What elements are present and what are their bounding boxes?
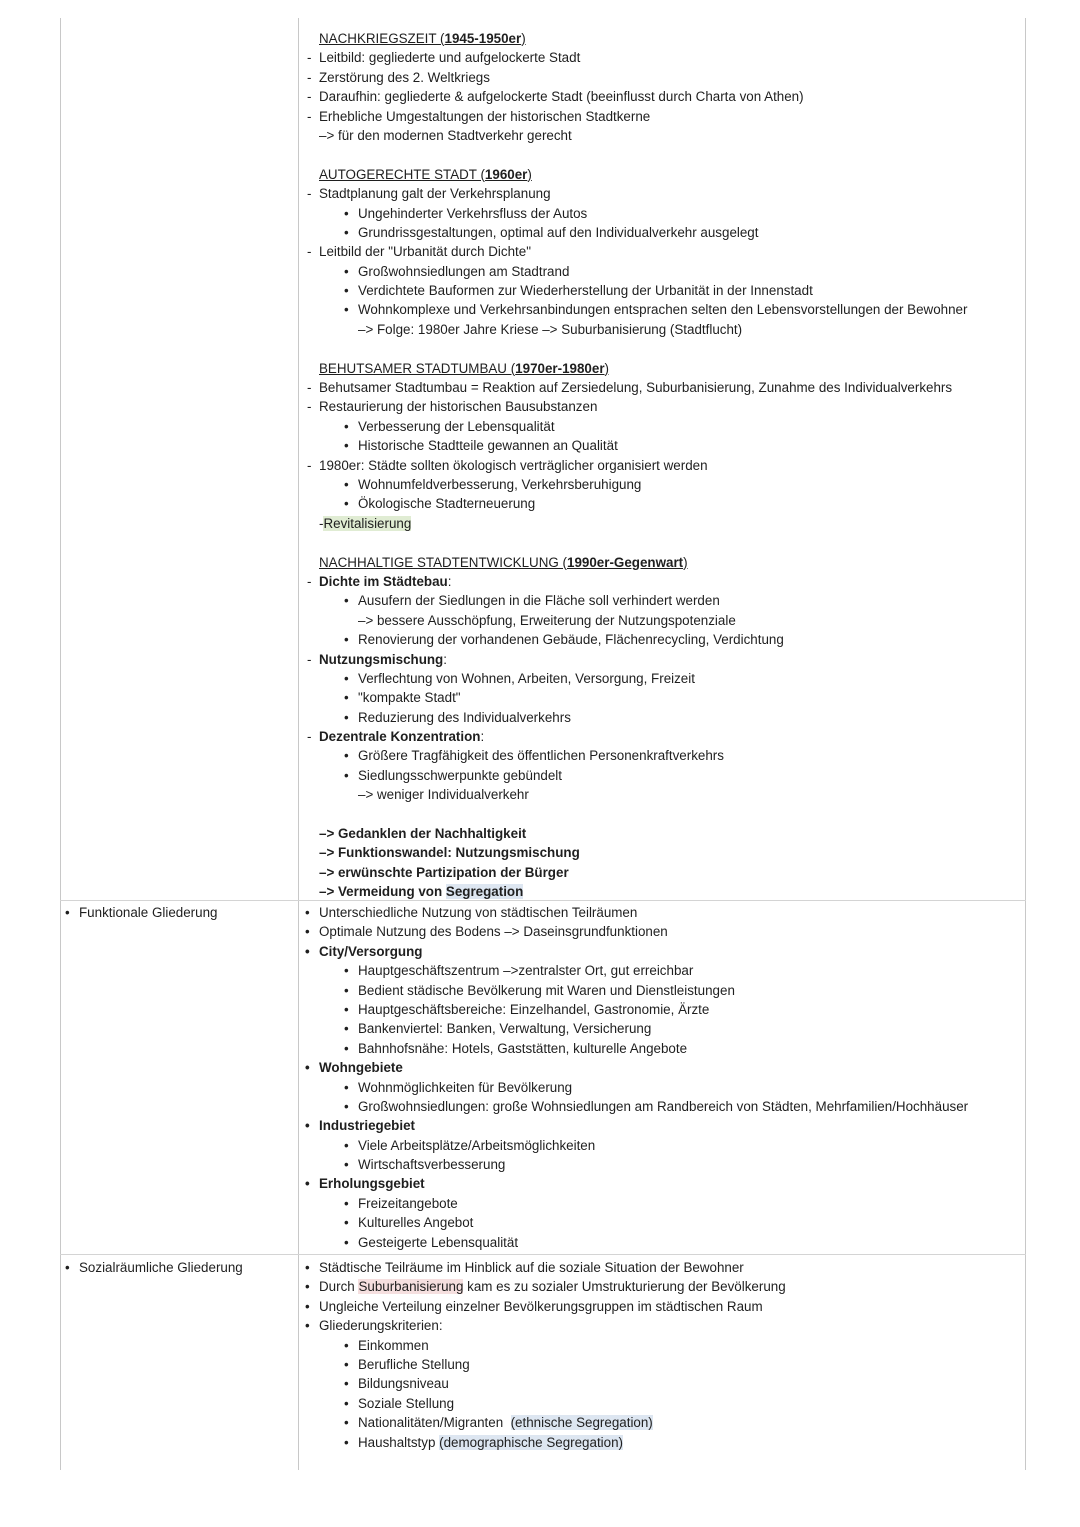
list-heading: • Industriegebiet bbox=[303, 1116, 1023, 1135]
list-item: • Nationalitäten/Migranten (ethnische Segregation) bbox=[303, 1413, 1023, 1432]
list-item: • Verdichtete Bauformen zur Wiederherstellung der Urbanität in der Innenstadt bbox=[303, 281, 1023, 300]
list-item: • Gliederungskriterien: bbox=[303, 1316, 1023, 1335]
highlight-demographische-segregation: (demographische Segregation) bbox=[439, 1434, 624, 1450]
section-title-behutsamer-stadtumbau: BEHUTSAMER STADTUMBAU (1970er-1980er) bbox=[319, 360, 609, 376]
list-item: • Ausufern der Siedlungen in die Fläche soll verhindert werden bbox=[303, 591, 1023, 610]
list-item: • Optimale Nutzung des Bodens –> Daseinsgrundfunktionen bbox=[303, 922, 1023, 941]
list-item: - Restaurierung der historischen Bausubstanzen bbox=[303, 397, 1023, 416]
list-item: - Zerstörung des 2. Weltkriegs bbox=[303, 68, 1023, 87]
list-item: • Bildungsniveau bbox=[303, 1374, 1023, 1393]
list-item: - Erhebliche Umgestaltungen der historischen Stadtkerne bbox=[303, 107, 1023, 126]
sozialraeumliche-gliederung-cell bbox=[303, 1258, 1023, 1452]
list-item: • Ungleiche Verteilung einzelner Bevölkerungsgruppen im städtischen Raum bbox=[303, 1297, 1023, 1316]
list-item: • "kompakte Stadt" bbox=[303, 688, 1023, 707]
list-heading: • City/Versorgung bbox=[303, 942, 1023, 961]
list-item: - Daraufhin: gegliederte & aufgelockerte Stadt (beeinflusst durch Charta von Athen) bbox=[303, 87, 1023, 106]
arrow-note: –> weniger Individualverkehr bbox=[358, 787, 529, 803]
list-item: • Durch Suburbanisierung kam es zu sozialer Umstrukturierung der Bevölkerung bbox=[303, 1277, 1023, 1296]
table-border-right bbox=[1025, 18, 1026, 1470]
list-item: • Grundrissgestaltungen, optimal auf den Individualverkehr ausgelegt bbox=[303, 223, 1023, 242]
list-heading: • Erholungsgebiet bbox=[303, 1174, 1023, 1193]
list-item: • Historische Stadtteile gewannen an Qualität bbox=[303, 436, 1023, 455]
row-label-sozialraeumliche-gliederung: • Sozialräumliche Gliederung bbox=[63, 1258, 243, 1277]
list-item: • Ungehinderter Verkehrsfluss der Autos bbox=[303, 204, 1023, 223]
list-item: - Leitbild der "Urbanität durch Dichte" bbox=[303, 242, 1023, 261]
list-item: • Soziale Stellung bbox=[303, 1394, 1023, 1413]
list-item: • Großwohnsiedlungen am Stadtrand bbox=[303, 262, 1023, 281]
highlight-suburbanisierung: Suburbanisierung bbox=[358, 1279, 464, 1295]
list-item: • Renovierung der vorhandenen Gebäude, Flächenrecycling, Verdichtung bbox=[303, 630, 1023, 649]
funktionale-gliederung-cell bbox=[303, 903, 1023, 1252]
table-border-left bbox=[60, 18, 61, 1470]
summary-line: –> erwünschte Partizipation der Bürger bbox=[319, 864, 569, 880]
revitalisierung-note: -Revitalisierung bbox=[319, 515, 412, 531]
list-item: • Bahnhofsnähe: Hotels, Gaststätten, kulturelle Angebote bbox=[303, 1039, 1023, 1058]
highlight-ethnische-segregation: (ethnische Segregation) bbox=[510, 1415, 653, 1431]
list-item: • Einkommen bbox=[303, 1336, 1023, 1355]
list-item: - Nutzungsmischung: bbox=[303, 650, 1023, 669]
list-item: • Reduzierung des Individualverkehrs bbox=[303, 708, 1023, 727]
arrow-note: –> bessere Ausschöpfung, Erweiterung der Nutzungspotenziale bbox=[358, 612, 736, 628]
summary-line: –> Vermeidung von Segregation bbox=[319, 884, 524, 900]
list-item: • Wohnumfeldverbesserung, Verkehrsberuhigung bbox=[303, 475, 1023, 494]
arrow-note: –> Folge: 1980er Jahre Kriese –> Suburbanisierung (Stadtflucht) bbox=[358, 321, 743, 337]
list-item: - Stadtplanung galt der Verkehrsplanung bbox=[303, 184, 1023, 203]
list-item: • Großwohnsiedlungen: große Wohnsiedlungen am Randbereich von Städten, Mehrfamilien/Hochhäuser bbox=[303, 1097, 1023, 1116]
row-label-funktionale-gliederung: • Funktionale Gliederung bbox=[63, 903, 217, 922]
highlight-segregation: Segregation bbox=[445, 884, 524, 900]
list-item: • Ökologische Stadterneuerung bbox=[303, 494, 1023, 513]
list-item: - Dezentrale Konzentration: bbox=[303, 727, 1023, 746]
row-divider-2 bbox=[60, 1254, 1026, 1255]
list-item: - Behutsamer Stadtumbau = Reaktion auf Zersiedelung, Suburbanisierung, Zunahme des Individualverkehrs bbox=[303, 378, 1023, 397]
list-item: • Unterschiedliche Nutzung von städtischen Teilräumen bbox=[303, 903, 1023, 922]
highlight-revitalisierung: Revitalisierung bbox=[323, 515, 412, 531]
list-item: - 1980er: Städte sollten ökologisch verträglicher organisiert werden bbox=[303, 456, 1023, 475]
section-title-nachkriegszeit: NACHKRIEGSZEIT (1945-1950er) bbox=[319, 31, 526, 46]
list-item: • Städtische Teilräume im Hinblick auf die soziale Situation der Bewohner bbox=[303, 1258, 1023, 1277]
list-item: • Hauptgeschäftszentrum –>zentralster Ort, gut erreichbar bbox=[303, 961, 1023, 980]
list-item: - Dichte im Städtebau: bbox=[303, 572, 1023, 591]
list-item: • Kulturelles Angebot bbox=[303, 1213, 1023, 1232]
list-item: • Siedlungsschwerpunkte gebündelt bbox=[303, 766, 1023, 785]
summary-line: –> Gedanklen der Nachhaltigkeit bbox=[319, 826, 527, 842]
list-item: • Wohnmöglichkeiten für Bevölkerung bbox=[303, 1078, 1023, 1097]
list-item: - Leitbild: gegliederte und aufgelockerte Stadt bbox=[303, 48, 1023, 67]
leitbilder-cell bbox=[303, 29, 1023, 902]
list-item: • Verflechtung von Wohnen, Arbeiten, Versorgung, Freizeit bbox=[303, 669, 1023, 688]
arrow-note: –> für den modernen Stadtverkehr gerecht bbox=[319, 127, 572, 143]
list-item: • Berufliche Stellung bbox=[303, 1355, 1023, 1374]
list-item: • Wirtschaftsverbesserung bbox=[303, 1155, 1023, 1174]
summary-line: –> Funktionswandel: Nutzungsmischung bbox=[319, 845, 580, 861]
list-heading: • Wohngebiete bbox=[303, 1058, 1023, 1077]
list-item: • Größere Tragfähigkeit des öffentlichen Personenkraftverkehrs bbox=[303, 746, 1023, 765]
list-item: • Haushaltstyp (demographische Segregation) bbox=[303, 1433, 1023, 1452]
list-item: • Verbesserung der Lebensqualität bbox=[303, 417, 1023, 436]
list-item: • Bedient städische Bevölkerung mit Waren und Dienstleistungen bbox=[303, 981, 1023, 1000]
section-title-autogerechte-stadt: AUTOGERECHTE STADT (1960er) bbox=[319, 166, 532, 182]
table-column-divider bbox=[298, 18, 299, 1470]
list-item: • Gesteigerte Lebensqualität bbox=[303, 1233, 1023, 1252]
section-title-nachhaltige-stadtentwicklung: NACHHALTIGE STADTENTWICKLUNG (1990er-Gegenwart) bbox=[319, 554, 688, 570]
list-item: • Bankenviertel: Banken, Verwaltung, Versicherung bbox=[303, 1019, 1023, 1038]
list-item: • Viele Arbeitsplätze/Arbeitsmöglichkeiten bbox=[303, 1136, 1023, 1155]
list-item: • Wohnkomplexe und Verkehrsanbindungen entsprachen selten den Lebensvorstellungen der Bewohner bbox=[303, 300, 1023, 319]
list-item: • Freizeitangebote bbox=[303, 1194, 1023, 1213]
list-item: • Hauptgeschäftsbereiche: Einzelhandel, Gastronomie, Ärzte bbox=[303, 1000, 1023, 1019]
